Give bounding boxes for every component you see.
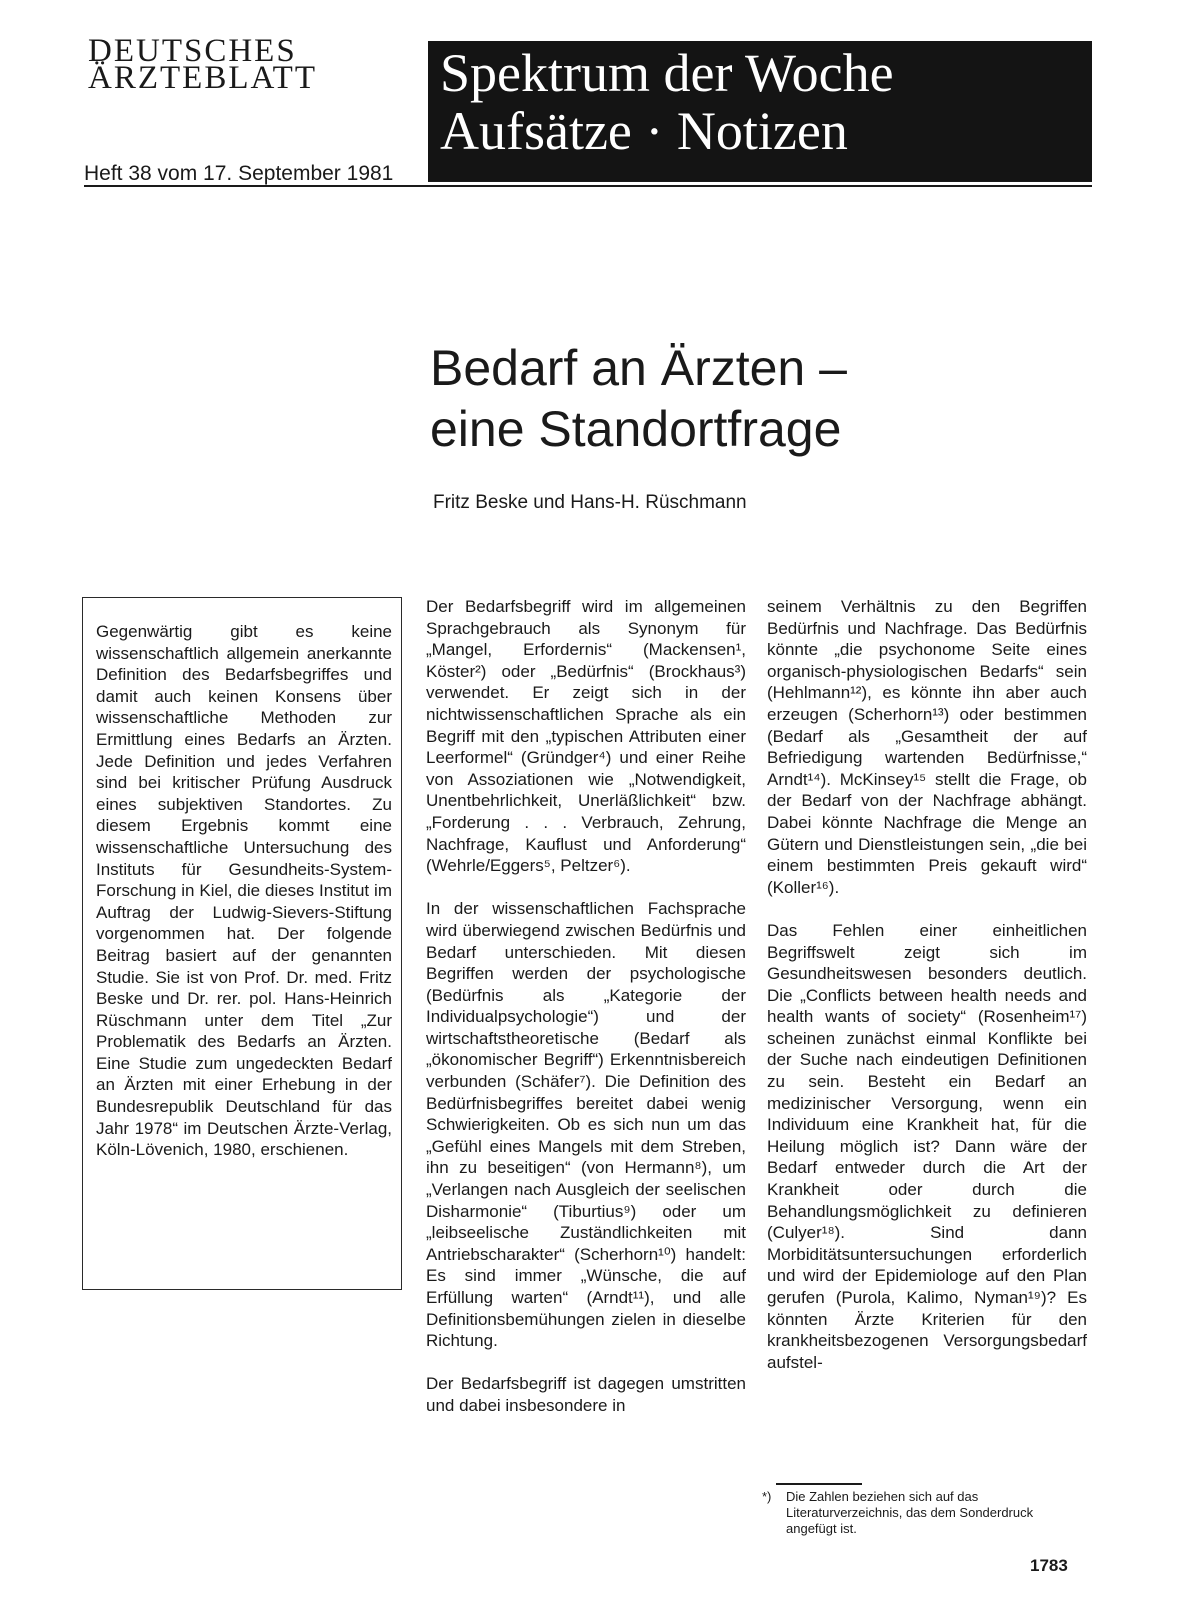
footnote <box>762 1489 1082 1537</box>
abstract-text: Gegenwärtig gibt es keine wissenschaftlich allgemein anerkannte Definition des Bedarfsbegriffes und damit auch keinen Konsens über wissenschaftliche Methoden zur Ermittlung eines Bedarfs an Ärzten. Jede Definition und jedes Verfahren sind bei kritischer Prüfung Ausdruck eines subjektiven Standortes. Zu diesem Ergebnis kommt eine wissenschaftliche Untersuchung des Instituts für Gesundheits-System-Forschung in Kiel, die dieses Institut im Auftrag der Ludwig-Sievers-Stiftung vorgenommen hat. Der folgende Beitrag basiert auf der genannten Studie. Sie ist von Prof. Dr. med. Fritz Beske und Dr. rer. pol. Hans-Heinrich Rüschmann unter dem Titel „Zur Problematik des Bedarfs an Ärzten. Eine Studie zum ungedeckten Bedarf an Ärzten mit einer Erhebung in der Bundesrepublik Deutschland für das Jahr 1978“ im Deutschen Ärzte-Verlag, Köln-Lövenich, 1980, erschienen. <box>96 622 392 1160</box>
footnote-rule <box>776 1483 862 1485</box>
header-rule <box>84 185 1092 187</box>
paragraph: In der wissenschaftlichen Fachsprache wird überwiegend zwischen Bedürfnis und Bedarf unterschieden. Mit diesen Begriffen werden der psychologische (Bedürfnis als „Kategorie der Individualpsychologie“) und der wirtschaftstheoretische (Bedarf als „ökonomischer Begriff“) Erkenntnisbereich verbunden (Schäfer⁷). Die Definition des Bedürfnisbegriffes bereitet dabei wenig Schwierigkeiten. Ob es sich nun um das „Gefühl eines Mangels mit dem Streben, ihn zu beseitigen“ (von Hermann⁸), um „Verlangen nach Ausgleich der seelischen Disharmonie“ (Tiburtius⁹) oder um „leibseelische Zuständlichkeiten mit Antriebscharakter“ (Scherhorn¹⁰) handelt: Es sind immer „Wünsche, die auf Erfüllung warten“ (Arndt¹¹), und alle Definitionsbemühungen zielen in dieselbe Richtung. <box>426 899 746 1351</box>
issue-date: Heft 38 vom 17. September 1981 <box>84 162 394 185</box>
article-title-line-2: eine Standortfrage <box>430 401 842 457</box>
logo-line-2: ÄRZTEBLATT <box>88 60 317 96</box>
page-number: 1783 <box>1030 1556 1068 1575</box>
footnote-text: Die Zahlen beziehen sich auf das Literaturverzeichnis, das dem Sonderdruck angefügt ist. <box>786 1489 1034 1536</box>
paragraph: Der Bedarfsbegriff wird im allgemeinen Sprachgebrauch als Synonym für „Mangel, Erfordernis“ (Mackensen¹, Köster²) oder „Bedürfnis“ (Brockhaus³) verwendet. Er zeigt sich in der nichtwissenschaftlichen Sprache als ein Begriff mit den „typischen Attributen einer Leerformel“ (Gründger⁴) und einer Reihe von Assoziationen wie „Notwendigkeit, Unentbehrlichkeit, Unerläßlichkeit“ bzw. „Forderung . . . Verbrauch, Zehrung, Nachfrage, Kauflust und Anforderung“ (Wehrle/Eggers⁵, Peltzer⁶). <box>426 597 746 876</box>
logo-line-1: DEUTSCHES <box>88 33 297 69</box>
footnote-mark: *) <box>762 1489 772 1504</box>
paragraph: seinem Verhältnis zu den Begriffen Bedürfnis und Nachfrage. Das Bedürfnis könnte „die psychonome Seite eines organisch-physiologischen Bedarfs“ sein (Hehlmann¹²), es könnte ihn aber auch erzeugen (Scherhorn¹³) oder bestimmen (Bedarf als „Gesamtheit der auf Befriedigung wartenden Bedürfnisse,“ Arndt¹⁴). McKinsey¹⁵ stellt die Frage, ob der Bedarf von der Nachfrage abhängt. Dabei könnte Nachfrage die Menge an Gütern und Dienstleistungen sein, „die bei einem bestimmten Preis gekauft wird“ (Koller¹⁶). <box>767 597 1087 897</box>
section-title-line-1: Spektrum der Woche <box>440 43 894 103</box>
article-title-line-1: Bedarf an Ärzten – <box>430 340 847 396</box>
article-title <box>430 338 1050 460</box>
section-title <box>440 44 1090 160</box>
body-column-2 <box>426 596 746 1438</box>
banner-underline <box>428 181 1092 182</box>
body-column-3 <box>767 596 1087 1395</box>
paragraph: Der Bedarfsbegriff ist dagegen umstritten und dabei insbesondere in <box>426 1374 746 1415</box>
article-authors: Fritz Beske und Hans-H. Rüschmann <box>433 492 747 513</box>
journal-logo <box>88 33 408 96</box>
paragraph: Das Fehlen einer einheitlichen Begriffswelt zeigt sich im Gesundheitswesen besonders deutlich. Die „Conflicts between health needs and health wants of society“ (Rosenheim¹⁷) scheinen zunächst einmal Konflikte bei der Suche nach eindeutigen Definitionen zu sein. Besteht ein Bedarf an medizinischer Versorgung, wenn ein Individuum eine Krankheit hat, für die Heilung möglich ist? Dann wäre der Bedarf entweder durch die Art der Krankheit oder durch die Behandlungsmöglichkeit zu definieren (Culyer¹⁸). Sind dann Morbiditätsuntersuchungen erforderlich und wird der Epidemiologe auf den Plan gerufen (Purola, Kalimo, Nyman¹⁹)? Es könnten Ärzte Kriterien für den krankheitsbezogenen Versorgungsbedarf aufstel- <box>767 920 1087 1372</box>
section-title-line-2: Aufsätze · Notizen <box>440 101 848 161</box>
